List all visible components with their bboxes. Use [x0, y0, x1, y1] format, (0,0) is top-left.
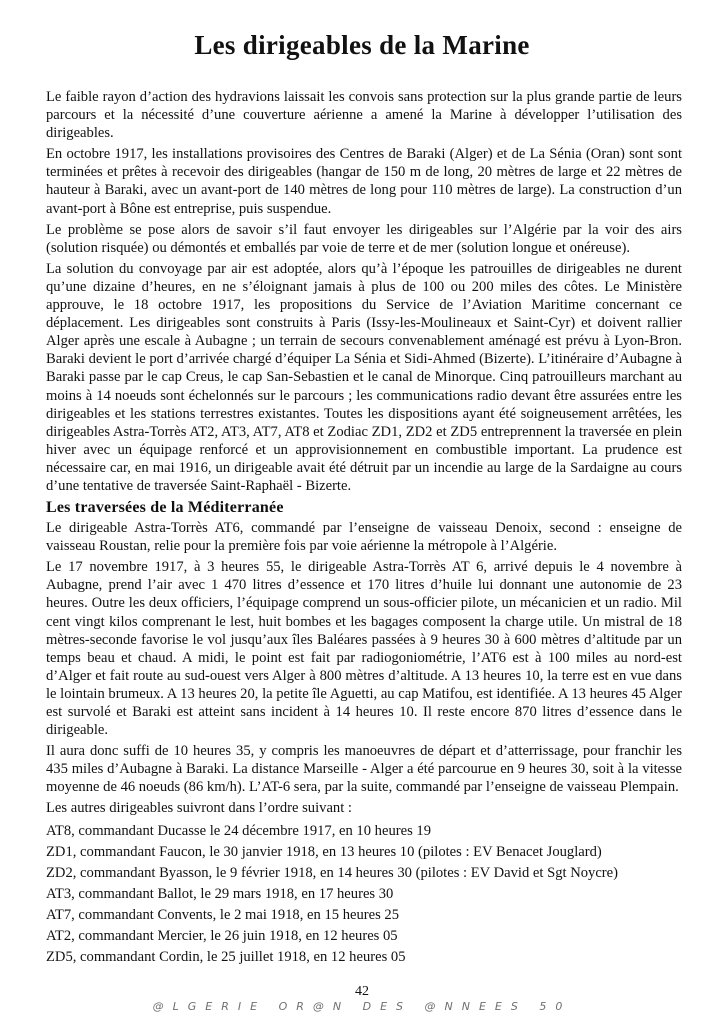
list-item: ZD1, commandant Faucon, le 30 janvier 1918, en 13 heures 10 (pilotes : EV Benacet Jouglard)	[46, 843, 602, 860]
paragraph-installations: En octobre 1917, les installations provisoires des Centres de Baraki (Alger) et de La Sénia (Oran) sont sont terminées et prêtes à recevoir des dirigeables (hangar de 150 m de long, 20 mètres de large et 22 mètres de hauteur à Baraki, avec un avant-port de 140 mètres de long pour 110 mètres de large). La construction d’un avant-port à Bône est entreprise, puis suspendue.	[46, 146, 682, 217]
page-title: Les dirigeables de la Marine	[194, 30, 530, 60]
paragraph-list-intro: Les autres dirigeables suivront dans l’ordre suivant :	[46, 800, 352, 817]
section-heading: Les traversées de la Méditerranée	[46, 499, 284, 517]
paragraph-crossing: Le 17 novembre 1917, à 3 heures 55, le dirigeable Astra-Torrès AT 6, arrivé depuis le 4 novembre à Aubagne, prend l’air avec 1 470 litres d’essence et 170 litres d’huile lui donnant une autonomie de 23 heures. Outre les deux officiers, l’équipage comprend un sous-officier pilote, un mécanicien et un radio. Mil cent vingt kilos comprenant le lest, huit bombes et les bagages composent la charge utile. Un mistral de 18 mètres-seconde favorise le vol jusqu’aux îles Baléares passées à 9 heures 30 à 600 mètres d’altitude par un temps beau et chaud. A midi, le point est fait par radiogoniométrie, l’AT6 est à 100 miles au nord-est d’Alger et fait route au sud-ouest vers Alger à 800 mètres d’altitude. A 13 heures 10, la terre est en vue dans le lointain brumeux. A 13 heures 20, la petite île Aguetti, au cap Matifou, est identifiée. A 13 heures 45 Alger est survolé et Baraki est atteint sans incident à 14 heures 10. Il reste encore 870 litres d’essence dans le dirigeable.	[46, 559, 682, 739]
list-item: ZD2, commandant Byasson, le 9 février 1918, en 14 heures 30 (pilotes : EV David et Sgt Noycre)	[46, 864, 618, 881]
list-item: AT7, commandant Convents, le 2 mai 1918, en 15 heures 25	[46, 906, 400, 923]
paragraph-problem: Le problème se pose alors de savoir s’il faut envoyer les dirigeables sur l’Algérie par la voir des airs (solution risquée) ou démontés et emballés par voie de terre et de mer (solution longue et onéreuse).	[46, 221, 682, 256]
paragraph-intro: Le faible rayon d’action des hydravions laissait les convois sans protection sur la plus grande partie de leurs parcours et la nécessité d’une couverture aérienne a amené la Marine à développer l’utilisation des dirigeables.	[46, 89, 682, 142]
list-item: AT8, commandant Ducasse le 24 décembre 1917, en 10 heures 19	[46, 822, 431, 839]
paragraph-convoy: La solution du convoyage par air est adoptée, alors qu’à l’époque les patrouilles de dirigeables ne durent qu’une dizaine d’heures, en ne s’éloignant jamais à plus de 100 ou 200 miles des côtes. Le Ministère approuve, le 18 octobre 1917, les propositions du Service de l’Aviation Maritime concernant ce déplacement. Les dirigeables sont construits à Paris (Issy-les-Moulineaux et Saint-Cyr) et doivent rallier Alger après une escale à Aubagne ; un terrain de secours convenablement aménagé est prévu à Lyon-Bron. Baraki devient le port d’arrivée chargé d’équiper La Sénia et Sidi-Ahmed (Bizerte). L’itinéraire d’Aubagne à Baraki passe par le cap Creus, le cap San-Sebastien et le canal de Minorque. Cinq patrouilleurs marchant au moins à 14 noeuds sont échelonnés sur le parcours ; les communications radio devant être assurées entre les dirigeables et les stations terrestres existantes. Toutes les dispositions ayant été soigneusement arrêtées, les dirigeables Astra-Torrès AT2, AT3, AT7, AT8 et Zodiac ZD1, ZD2 et ZD5 entreprennent la traversée en plein hiver avec un équipage renforcé et un approvisionnement en combustible important. La prudence est nécessaire car, en mai 1916, un dirigeable avait été détruit par un incendie au large de la Sardaigne au cours d’une tentative de traversée Saint-Raphaël - Bizerte.	[46, 260, 682, 494]
paragraph-duration: Il aura donc suffi de 10 heures 35, y compris les manoeuvres de départ et d’atterrissage, pour franchir les 435 miles d’Aubagne à Baraki. La distance Marseille - Alger a été parcourue en 9 heures 30, soit à la vitesse moyenne de 46 noeuds (86 km/h). L’AT-6 sera, par la suite, commandé par l’enseigne de vaisseau Plempain.	[46, 743, 682, 796]
list-item: ZD5, commandant Cordin, le 25 juillet 1918, en 12 heures 05	[46, 948, 406, 965]
list-item: AT2, commandant Mercier, le 26 juin 1918, en 12 heures 05	[46, 927, 398, 944]
paragraph-at6: Le dirigeable Astra-Torrès AT6, commandé par l’enseigne de vaisseau Denoix, second : enseigne de vaisseau Roustan, relie pour la première fois par voie aérienne la métropole à l’Algérie.	[46, 520, 682, 555]
footer-text: @LGERIE OR@N DES @NNEES 50	[152, 1000, 572, 1013]
list-item: AT3, commandant Ballot, le 29 mars 1918, en 17 heures 30	[46, 885, 394, 902]
article-body	[46, 88, 682, 968]
airship-list	[46, 821, 682, 968]
page-number: 42	[355, 984, 369, 999]
